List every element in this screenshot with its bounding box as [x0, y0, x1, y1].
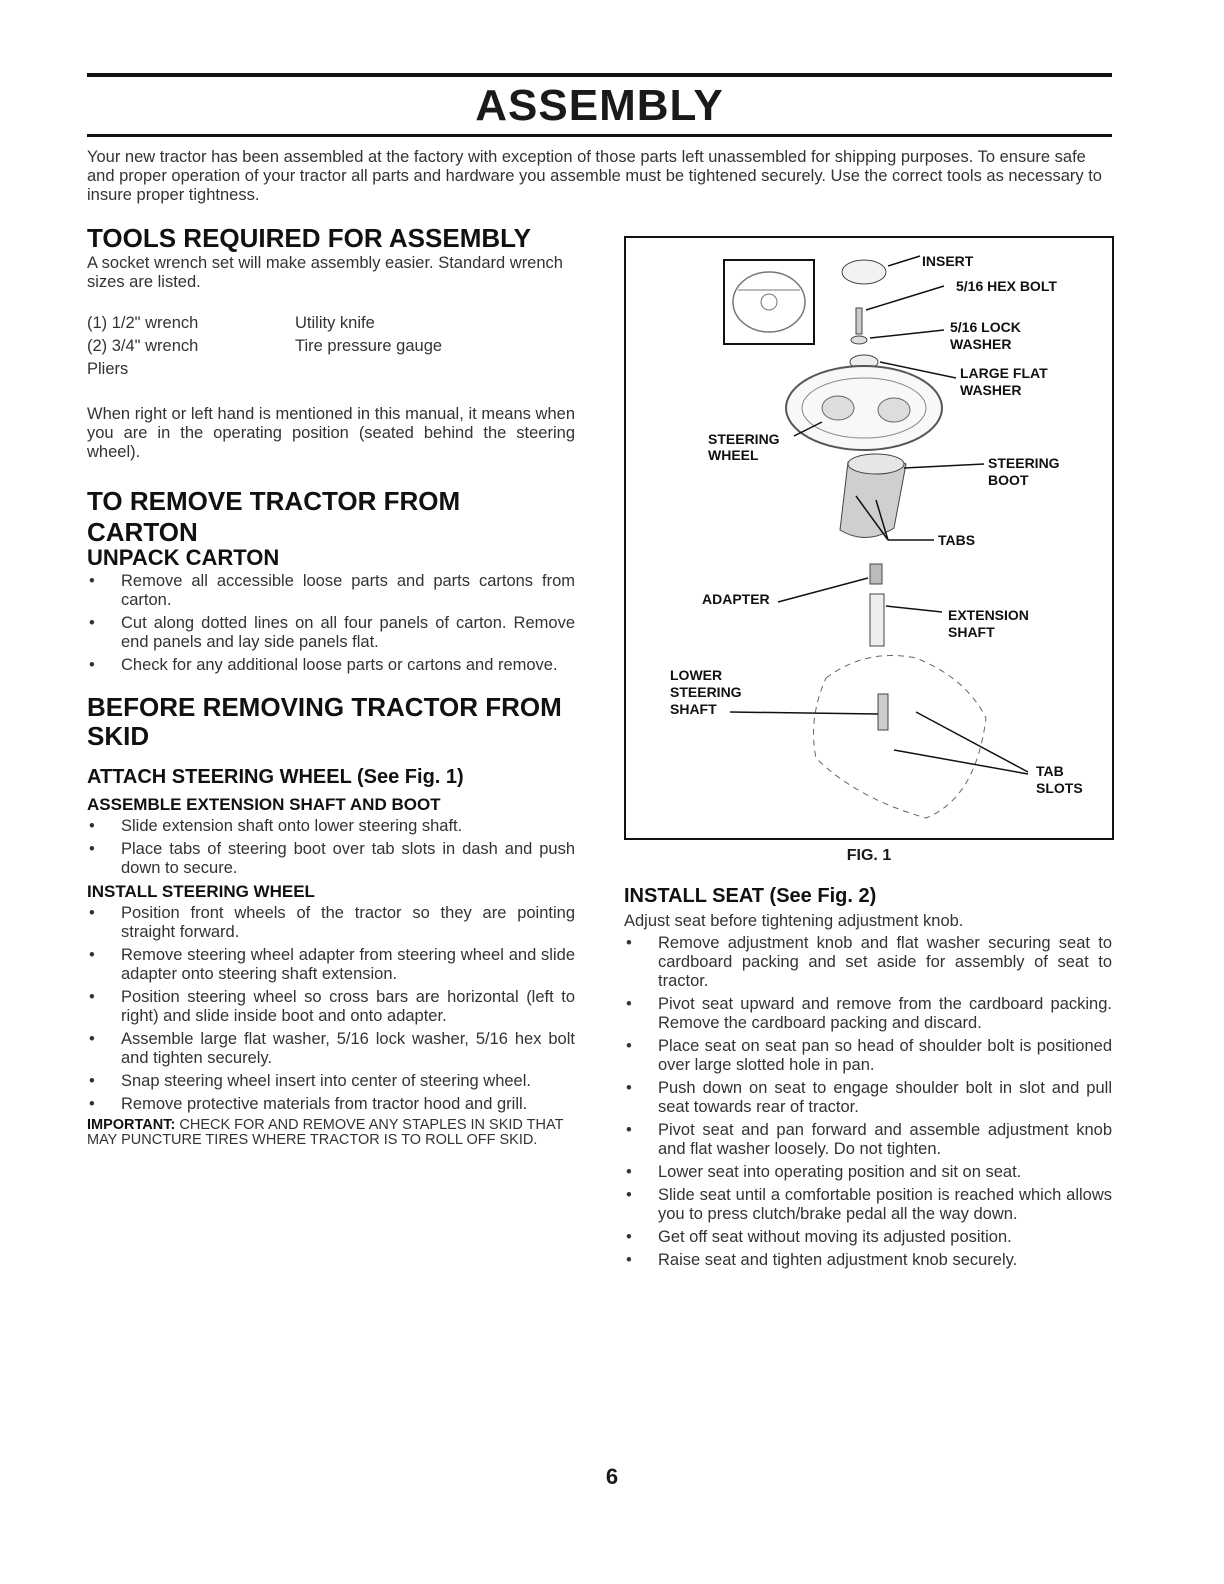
tool-item: (2) 3/4" wrench — [87, 337, 199, 355]
list-item: • Slide seat until a comfortable position is reached which allows you to press clutch/brake pedal all the way down. — [624, 1186, 1112, 1224]
figure-caption: FIG. 1 — [846, 847, 892, 864]
remove-heading: TO REMOVE TRACTOR FROM CARTON — [87, 486, 461, 547]
list-item: • Assemble large flat washer, 5/16 lock washer, 5/16 hex bolt and tighten securely. — [87, 1030, 575, 1068]
wheel-list — [87, 904, 575, 1114]
tools-heading: TOOLS REQUIRED FOR ASSEMBLY — [87, 223, 531, 253]
intro-paragraph: Your new tractor has been assembled at the factory with exception of those parts left unassembled for shipping purposes. To ensure safe and proper operation of your tractor all parts and hardware you assemble must be tightened securely. Use the correct tools as necessary to insure proper tightness. — [87, 148, 1102, 204]
list-item: • Remove adjustment knob and flat washer securing seat to cardboard packing and set aside for assembly of seat to tractor. — [624, 934, 1112, 991]
seat-heading: INSTALL SEAT (See Fig. 2) — [624, 885, 877, 907]
unpack-subheading: UNPACK CARTON — [87, 545, 280, 570]
list-item: • Raise seat and tighten adjustment knob securely. — [624, 1251, 1112, 1270]
left-column — [87, 220, 575, 1148]
adapter-part — [870, 564, 882, 584]
tools-list — [87, 314, 575, 379]
label-lock-washer: WASHER — [950, 336, 1012, 352]
list-item: • Remove all accessible loose parts and parts cartons from carton. — [87, 572, 575, 610]
right-column — [624, 884, 1112, 1274]
list-item: • Lower seat into operating position and sit on seat. — [624, 1163, 1112, 1182]
extension-heading: ASSEMBLE EXTENSION SHAFT AND BOOT — [87, 795, 441, 814]
page-title: ASSEMBLY — [475, 81, 724, 130]
seat-list — [624, 934, 1112, 1270]
label-tab-slots: SLOTS — [1036, 780, 1083, 796]
hand-note: When right or left hand is mentioned in this manual, it means when you are in the operating position (seated behind the steering wheel). — [87, 405, 575, 461]
label-tabs: TABS — [938, 532, 976, 548]
label-flat-washer: WASHER — [960, 382, 1022, 398]
insert-part — [842, 260, 886, 284]
label-steering-boot: STEERING — [988, 455, 1060, 471]
list-item: • Push down on seat to engage shoulder bolt in slot and pull seat towards rear of tractor. — [624, 1079, 1112, 1117]
label-steering-wheel: STEERING — [708, 431, 780, 447]
steering-wheel-part — [786, 366, 942, 450]
tool-item: (1) 1/2" wrench — [87, 314, 199, 332]
label-extension-shaft: EXTENSION — [948, 607, 1029, 623]
list-item: • Pivot seat upward and remove from the cardboard packing. Remove the cardboard packing and discard. — [624, 995, 1112, 1033]
label-lower-steering-shaft: SHAFT — [670, 701, 717, 717]
tool-item: Tire pressure gauge — [295, 337, 443, 355]
label-lower-steering-shaft: STEERING — [670, 684, 742, 700]
label-flat-washer: LARGE FLAT — [960, 365, 1048, 381]
steering-subheading: ATTACH STEERING WHEEL (See Fig. 1) — [87, 766, 464, 788]
list-item: • Check for any additional loose parts or cartons and remove. — [87, 656, 575, 675]
important-label: IMPORTANT: — [87, 1117, 176, 1133]
wheel-heading: INSTALL STEERING WHEEL — [87, 882, 315, 901]
list-item: • Get off seat without moving its adjusted position. — [624, 1228, 1112, 1247]
important-note — [87, 1118, 575, 1148]
extension-shaft-part — [870, 594, 884, 646]
tools-intro: A socket wrench set will make assembly easier. Standard wrench sizes are listed. — [87, 254, 563, 291]
list-item: • Place tabs of steering boot over tab slots in dash and push down to secure. — [87, 840, 575, 878]
label-steering-wheel: WHEEL — [708, 447, 759, 463]
important-text: CHECK FOR AND REMOVE ANY STAPLES IN SKID THAT MAY PUNCTURE TIRES WHERE TRACTOR IS TO ROLL OFF SKID. — [87, 1117, 564, 1148]
steering-assembly-diagram — [626, 238, 1112, 838]
dash-outline — [814, 656, 986, 819]
list-item: • Slide extension shaft onto lower steering shaft. — [87, 817, 575, 836]
list-item: • Pivot seat and pan forward and assemble adjustment knob and flat washer loosely. Do not tighten. — [624, 1121, 1112, 1159]
top-rule — [87, 73, 1112, 77]
extension-list — [87, 817, 575, 878]
list-item: • Position steering wheel so cross bars are horizontal (left to right) and slide inside boot and onto adapter. — [87, 988, 575, 1026]
label-lock-washer: 5/16 LOCK — [950, 319, 1021, 335]
list-item: • Remove steering wheel adapter from steering wheel and slide adapter onto steering shaft extension. — [87, 946, 575, 984]
seat-intro: Adjust seat before tightening adjustment knob. — [624, 912, 964, 930]
hex-bolt-part — [856, 308, 862, 334]
list-item: • Cut along dotted lines on all four panels of carton. Remove end panels and lay side panels flat. — [87, 614, 575, 652]
label-extension-shaft: SHAFT — [948, 624, 995, 640]
label-tab-slots: TAB — [1036, 763, 1064, 779]
figure-1-box — [624, 236, 1114, 840]
page-number: 6 — [605, 1464, 619, 1489]
skid-heading: BEFORE REMOVING TRACTOR FROM SKID — [87, 692, 562, 751]
tool-item — [295, 360, 555, 379]
list-item: • Remove protective materials from tractor hood and grill. — [87, 1095, 575, 1114]
tool-item: Pliers — [87, 360, 129, 378]
label-hex-bolt: 5/16 HEX BOLT — [956, 278, 1057, 294]
unpack-list — [87, 572, 575, 675]
lower-steering-shaft-part — [878, 694, 888, 730]
title-rule — [87, 134, 1112, 137]
list-item: • Place seat on seat pan so head of shoulder bolt is positioned over large slotted hole in pan. — [624, 1037, 1112, 1075]
list-item: • Snap steering wheel insert into center of steering wheel. — [87, 1072, 575, 1091]
label-lower-steering-shaft: LOWER — [670, 667, 723, 683]
label-adapter: ADAPTER — [702, 591, 770, 607]
label-insert: INSERT — [922, 253, 974, 269]
tool-item: Utility knife — [295, 314, 375, 332]
list-item: • Position front wheels of the tractor so they are pointing straight forward. — [87, 904, 575, 942]
label-steering-boot: BOOT — [988, 472, 1029, 488]
